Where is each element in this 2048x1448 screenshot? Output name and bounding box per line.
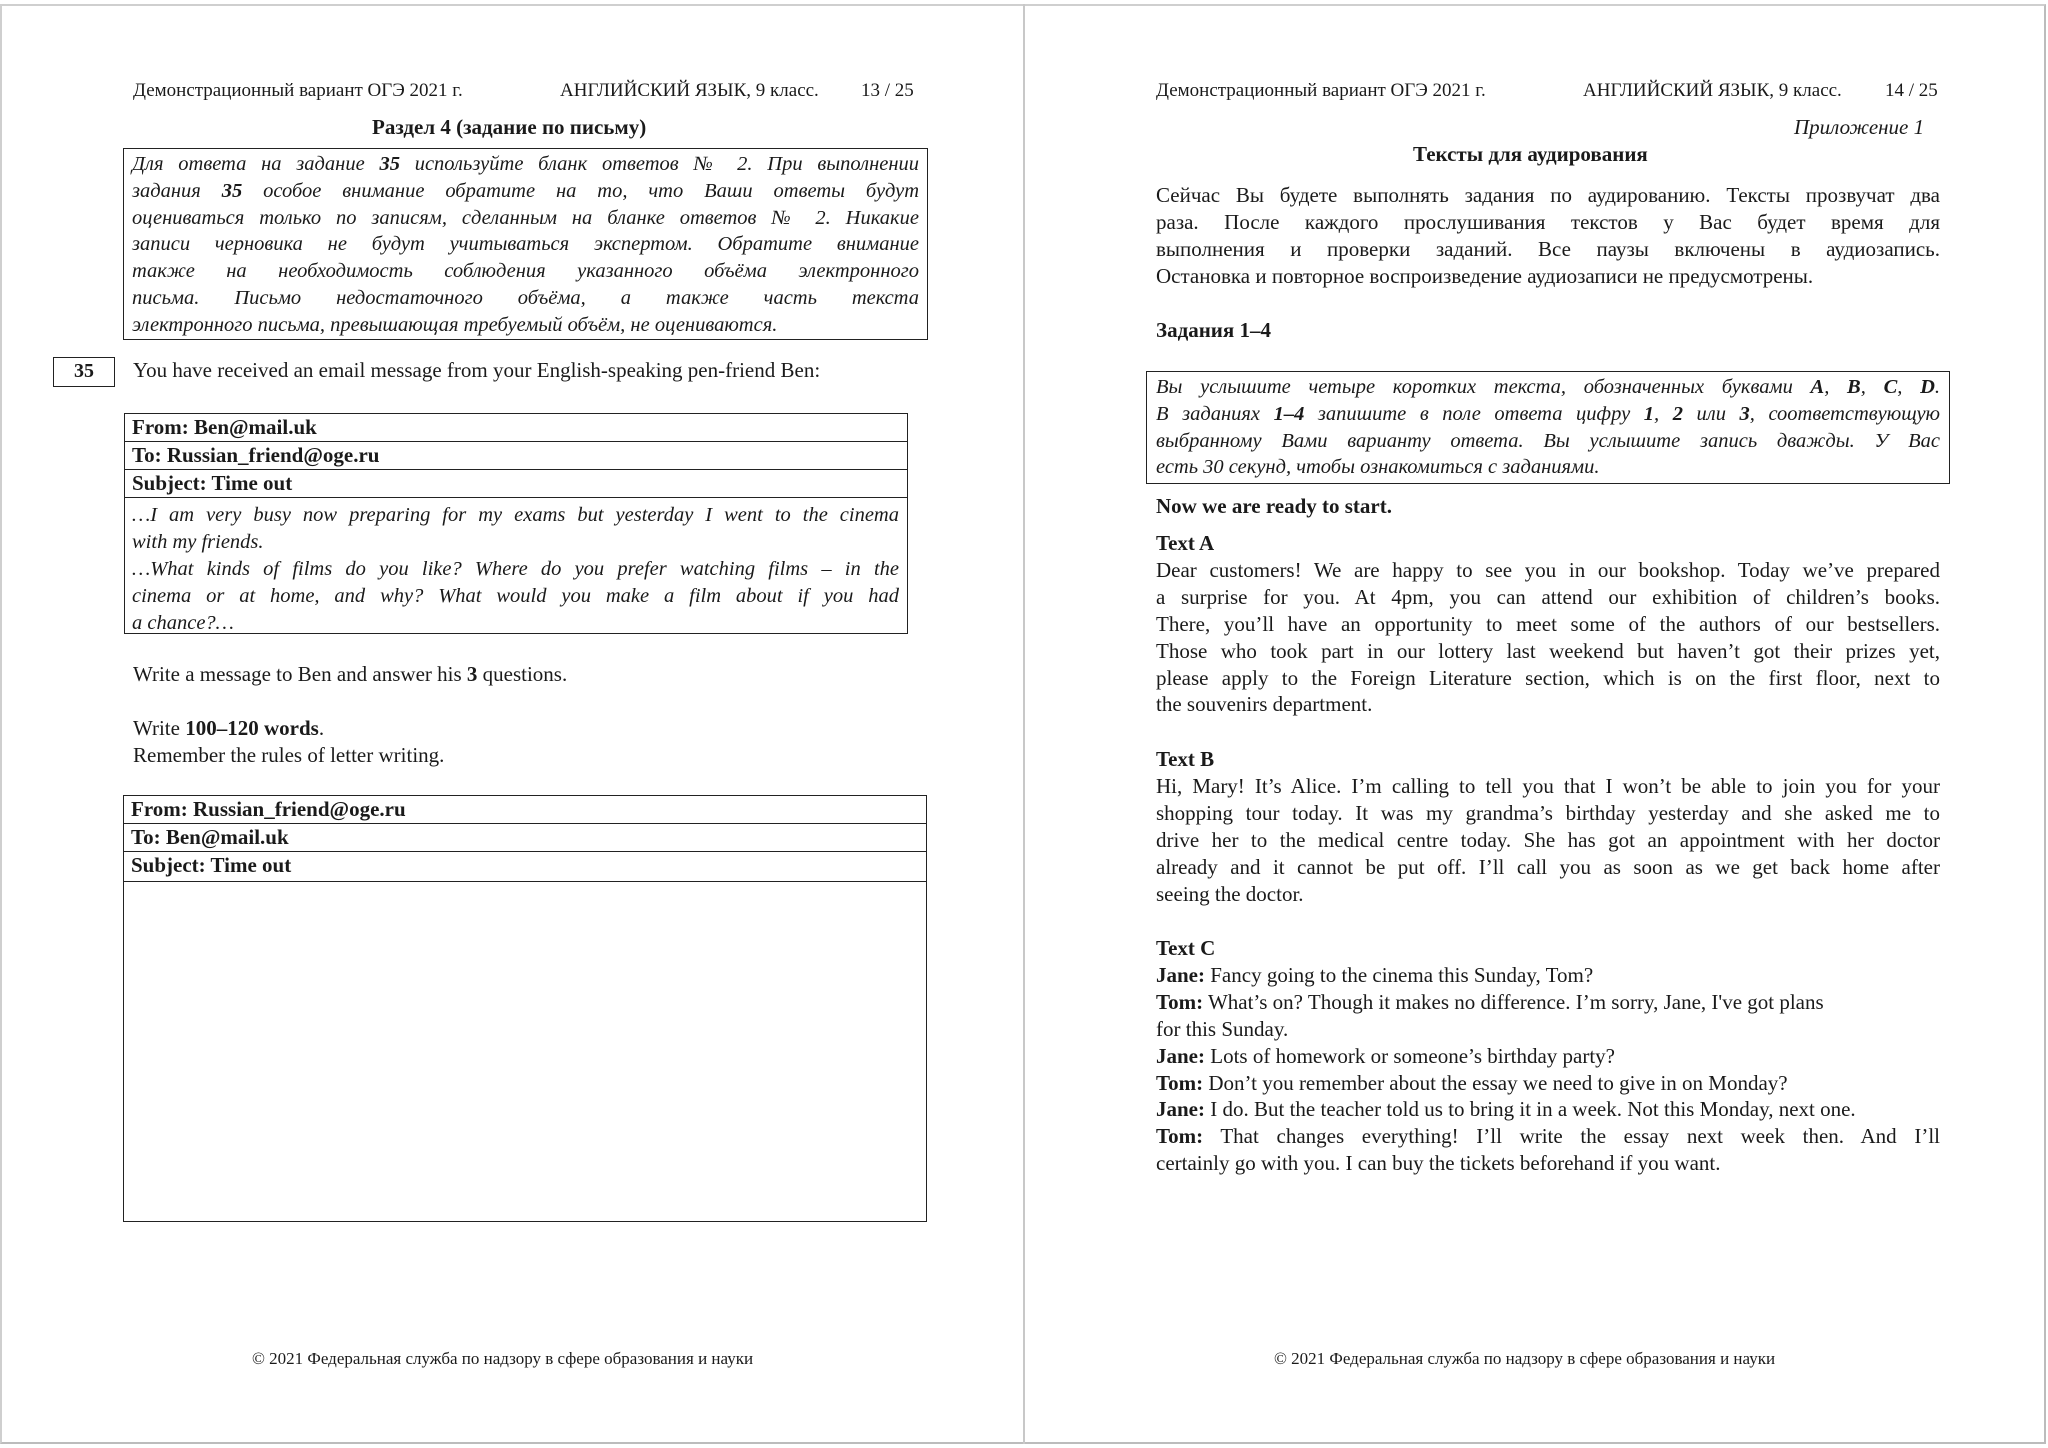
- text-a-line: please apply to the Foreign Literature section, which is on the first floor, next to: [1156, 665, 1940, 690]
- text-b-heading: Text B: [1156, 747, 1215, 771]
- dialogue-line: [1156, 1096, 1940, 1123]
- dialogue-line: [1156, 1043, 1940, 1070]
- text-b: [1156, 746, 1940, 907]
- tasks-instruction-line: Вы услышите четыре коротких текста, обозначенных буквами A, B, C, D.: [1156, 376, 1941, 398]
- text-a-line: a surprise for you. At 4pm, you can attend our exhibition of children’s books.: [1156, 584, 1940, 609]
- speaker-label: Jane:: [1156, 962, 1205, 987]
- write-instruction: [133, 662, 567, 687]
- ready-to-start: Now we are ready to start.: [1156, 494, 1392, 518]
- tasks-instruction-line: выбранному Вами варианту ответа. Вы услышите запись дважды. У Вас: [1156, 429, 1940, 452]
- dialogue-text: What’s on? Though it makes no difference. I’m sorry, Jane, I've got plans: [1203, 989, 1824, 1014]
- text-a-line: Those who took part in our lottery last weekend but haven’t got their prizes yet,: [1156, 638, 1940, 663]
- tasks-heading: Задания 1–4: [1156, 318, 1272, 342]
- appendix-label: Приложение 1: [1794, 115, 1925, 139]
- dialogue-line: [1156, 1123, 1940, 1150]
- reply-from: From: Russian_friend@oge.ru: [124, 796, 926, 824]
- email-body: [125, 498, 907, 639]
- instruction-line: письма. Письмо недостаточного объёма, а также часть текста: [132, 286, 919, 309]
- header-variant-right: Демонстрационный вариант ОГЭ 2021 г.: [1156, 80, 1486, 101]
- task-number-box: 35: [53, 357, 115, 387]
- listening-intro: [1156, 182, 1940, 290]
- question-count: 3: [466, 662, 478, 686]
- text-a-line: There, you’ll have an opportunity to meet some of the authors of our bestsellers.: [1156, 611, 1940, 636]
- intro-line: Сейчас Вы будете выполнять задания по аудированию. Тексты прозвучат два: [1156, 183, 1940, 207]
- reply-subject: Subject: Time out: [124, 852, 926, 882]
- email-body-line: …What kinds of films do you like? Where do you prefer watching films – in the: [132, 558, 899, 580]
- speaker-label: Tom:: [1156, 1070, 1204, 1095]
- text-a-heading: Text A: [1156, 531, 1215, 555]
- instruction-line: Для ответа на задание 35 используйте бланк ответов № 2. При выполнении: [132, 153, 920, 175]
- dialogue-line: [1156, 1070, 1940, 1097]
- dialogue-text: Lots of homework or someone’s birthday party?: [1205, 1043, 1615, 1068]
- instruction-line: также на необходимость соблюдения указанного объёма электронного: [132, 260, 919, 283]
- section-title: Раздел 4 (задание по письму): [372, 115, 647, 139]
- speaker-label: Jane:: [1156, 1043, 1205, 1068]
- text-b-line: seeing the doctor.: [1156, 881, 1304, 906]
- instruction-line: оцениваться только по записям, сделанным на бланке ответов № 2. Никакие: [132, 206, 919, 229]
- tasks-instructions: [1146, 371, 1950, 484]
- dialogue-text: for this Sunday.: [1156, 1016, 1289, 1041]
- text-b-line: already and it cannot be put off. I’ll call you as soon as we get back home after: [1156, 854, 1940, 879]
- footer-copyright-right: © 2021 Федеральная служба по надзору в сфере образования и науки: [1274, 1349, 1776, 1368]
- intro-line: раза. После каждого прослушивания текстов у Вас будет время для: [1156, 209, 1940, 234]
- task-intro: You have received an email message from your English-speaking pen-friend Ben:: [133, 358, 821, 382]
- email-body-line: with my friends.: [132, 531, 264, 553]
- write-instruction-text: questions.: [477, 662, 568, 686]
- dialogue-text: Fancy going to the cinema this Sunday, Tom?: [1205, 962, 1594, 987]
- tasks-instruction-line: есть 30 секунд, чтобы ознакомиться с заданиями.: [1156, 456, 1600, 479]
- email-body-line: cinema or at home, and why? What would you make a film about if you had: [132, 585, 899, 607]
- listening-title: Тексты для аудирования: [1413, 142, 1648, 166]
- word-count-text: .: [318, 716, 325, 740]
- header-page-number-right: 14 / 25: [1885, 80, 1938, 101]
- header-variant: Демонстрационный вариант ОГЭ 2021 г.: [133, 80, 463, 101]
- text-b-line: drive her to the medical centre today. She has got an appointment with her doctor: [1156, 827, 1940, 852]
- speaker-label: Tom:: [1156, 989, 1204, 1014]
- word-count-instruction: [133, 716, 324, 741]
- instruction-line: задания 35 особое внимание обратите на то, что Ваши ответы будут: [132, 179, 919, 202]
- text-b-line: Hi, Mary! It’s Alice. I’m calling to tell you that I won’t be able to join you for your: [1156, 773, 1940, 798]
- dialogue-text: That changes everything! I’ll write the essay next week then. And I’ll: [1203, 1124, 1940, 1149]
- intro-line: выполнения и проверки заданий. Все паузы включены в аудиозапись.: [1156, 236, 1940, 261]
- footer-copyright: © 2021 Федеральная служба по надзору в сфере образования и науки: [252, 1349, 754, 1368]
- email-body-line: a chance?…: [132, 612, 234, 634]
- speaker-label: Jane:: [1156, 1097, 1205, 1122]
- dialogue-line: [1156, 989, 1940, 1016]
- email-from: From: Ben@mail.uk: [125, 414, 907, 442]
- write-instruction-text: Write a message to Ben and answer his: [133, 662, 467, 686]
- text-c: [1156, 935, 1940, 1177]
- email-subject: Subject: Time out: [125, 470, 907, 498]
- email-body-line: …I am very busy now preparing for my exams but yesterday I went to the cinema: [132, 504, 899, 526]
- writing-instructions: [123, 148, 928, 340]
- dialogue-text: certainly go with you. I can buy the tickets beforehand if you want.: [1156, 1151, 1721, 1176]
- tasks-instruction-line: В заданиях 1–4 запишите в поле ответа цифру 1, 2 или 3, соответствующую: [1156, 402, 1940, 425]
- dialogue-text: I do. But the teacher told us to bring it in a week. Not this Monday, next one.: [1205, 1097, 1856, 1122]
- intro-line: Остановка и повторное воспроизведение аудиозаписи не предусмотрены.: [1156, 263, 1814, 288]
- header-subject: АНГЛИЙСКИЙ ЯЗЫК, 9 класс.: [560, 80, 819, 101]
- text-c-heading: Text C: [1156, 936, 1216, 960]
- text-a-line: Dear customers! We are happy to see you in our bookshop. Today we’ve prepared: [1156, 557, 1940, 582]
- rules-reminder: Remember the rules of letter writing.: [133, 743, 445, 767]
- instruction-line: записи черновика не будут учитываться экспертом. Обратите внимание: [132, 233, 919, 256]
- dialogue-text: Don’t you remember about the essay we need to give in on Monday?: [1203, 1070, 1788, 1095]
- instruction-line: электронного письма, превышающая требуемый объём, не оцениваются.: [132, 313, 778, 336]
- header-page-number: 13 / 25: [861, 80, 914, 101]
- text-a-line: the souvenirs department.: [1156, 692, 1373, 717]
- word-count-text: Write: [133, 716, 186, 740]
- reply-to: To: Ben@mail.uk: [124, 824, 926, 852]
- reply-email: [123, 795, 927, 1222]
- reply-answer-area: [124, 882, 926, 1212]
- dialogue-line: [1156, 962, 1940, 989]
- text-b-line: shopping tour today. It was my grandma’s birthday yesterday and she asked me to: [1156, 800, 1940, 825]
- incoming-email: [124, 413, 908, 634]
- email-to: To: Russian_friend@oge.ru: [125, 442, 907, 470]
- dialogue-line: [1156, 1016, 1940, 1043]
- word-count-range: 100–120 words: [185, 716, 319, 740]
- header-subject-right: АНГЛИЙСКИЙ ЯЗЫК, 9 класс.: [1583, 80, 1842, 101]
- speaker-label: Tom:: [1156, 1124, 1204, 1149]
- left-page: [0, 0, 1023, 1448]
- dialogue-line: [1156, 1150, 1940, 1177]
- text-a: [1156, 530, 1940, 718]
